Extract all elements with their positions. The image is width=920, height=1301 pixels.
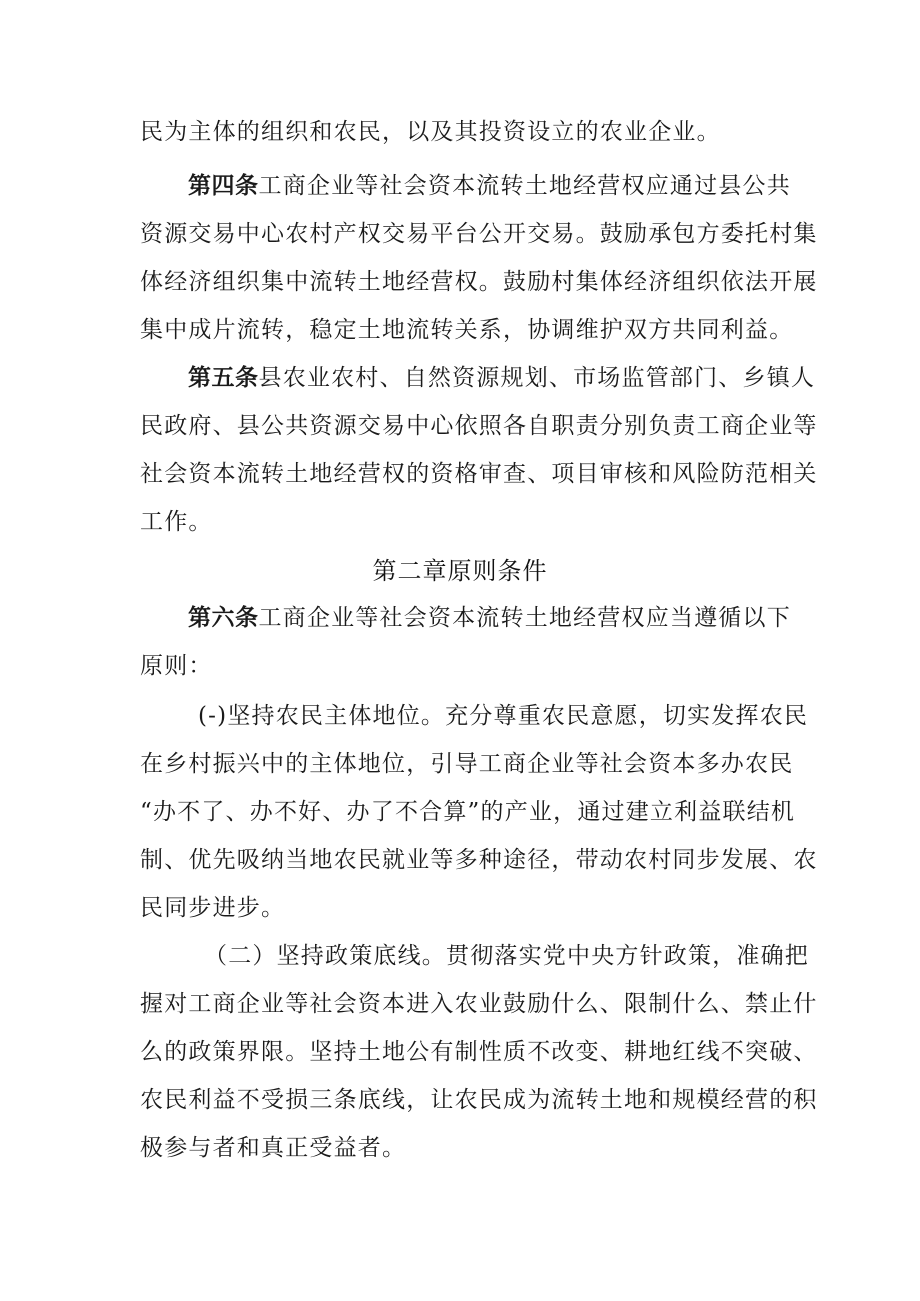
paragraph-line: “办不了、办不好、办了不合算”的产业，通过建立利益联结机 [140,799,796,825]
paragraph-line: 社会资本流转土地经营权的资格审查、项目审核和风险防范相关 [140,461,818,487]
paragraph-line: 民为主体的组织和农民，以及其投资设立的农业企业。 [140,119,721,145]
article-4-label: 第四条 [188,173,259,199]
paragraph-line: 么的政策界限。坚持土地公有制性质不改变、耕地红线不突破、 [140,1039,818,1065]
paragraph-line: 民政府、县公共资源交易中心依照各自职责分别负责工商企业等 [140,413,818,439]
paragraph-line: 农民利益不受损三条底线，让农民成为流转土地和规模经营的积 [140,1087,818,1113]
paragraph-line: 原则： [140,653,213,679]
item-1-first-line: (-)坚持农民主体地位。充分尊重农民意愿，切实发挥农民 [198,703,809,729]
paragraph-line: 工作。 [140,509,213,535]
paragraph-line: 握对工商企业等社会资本进入农业鼓励什么、限制什么、禁止什 [140,991,818,1017]
paragraph-line: 体经济组织集中流转土地经营权。鼓励村集体经济组织依法开展 [140,269,818,295]
paragraph-line: 资源交易中心农村产权交易平台公开交易。鼓励承包方委托村集 [140,221,818,247]
article-5-first-line [188,363,815,393]
paragraph-line: 民同步进步。 [140,895,286,921]
paragraph-line: 极参与者和真正受益者。 [140,1135,407,1161]
paragraph-line: 工商企业等社会资本流转土地经营权应当遵循以下 [258,605,791,631]
paragraph-line: 工商企业等社会资本流转土地经营权应通过县公共 [258,173,791,199]
item-2-first-line: （二）坚持政策底线。贯彻落实党中央方针政策，准确把 [204,943,809,969]
article-6-first-line [188,603,791,633]
paragraph-line: 县农业农村、自然资源规划、市场监管部门、乡镇人 [258,365,816,391]
paragraph-line: 在乡村振兴中的主体地位，引导工商企业等社会资本多办农民 [140,751,794,777]
article-5-label: 第五条 [188,365,259,391]
paragraph-line: 集中成片流转，稳定土地流转关系，协调维护双方共同利益。 [140,317,794,343]
paragraph-line: 制、优先吸纳当地农民就业等多种途径，带动农村同步发展、农 [140,847,818,873]
chapter-heading: 第二章原则条件 [372,557,548,585]
article-4-first-line [188,171,791,201]
article-6-label: 第六条 [188,605,259,631]
